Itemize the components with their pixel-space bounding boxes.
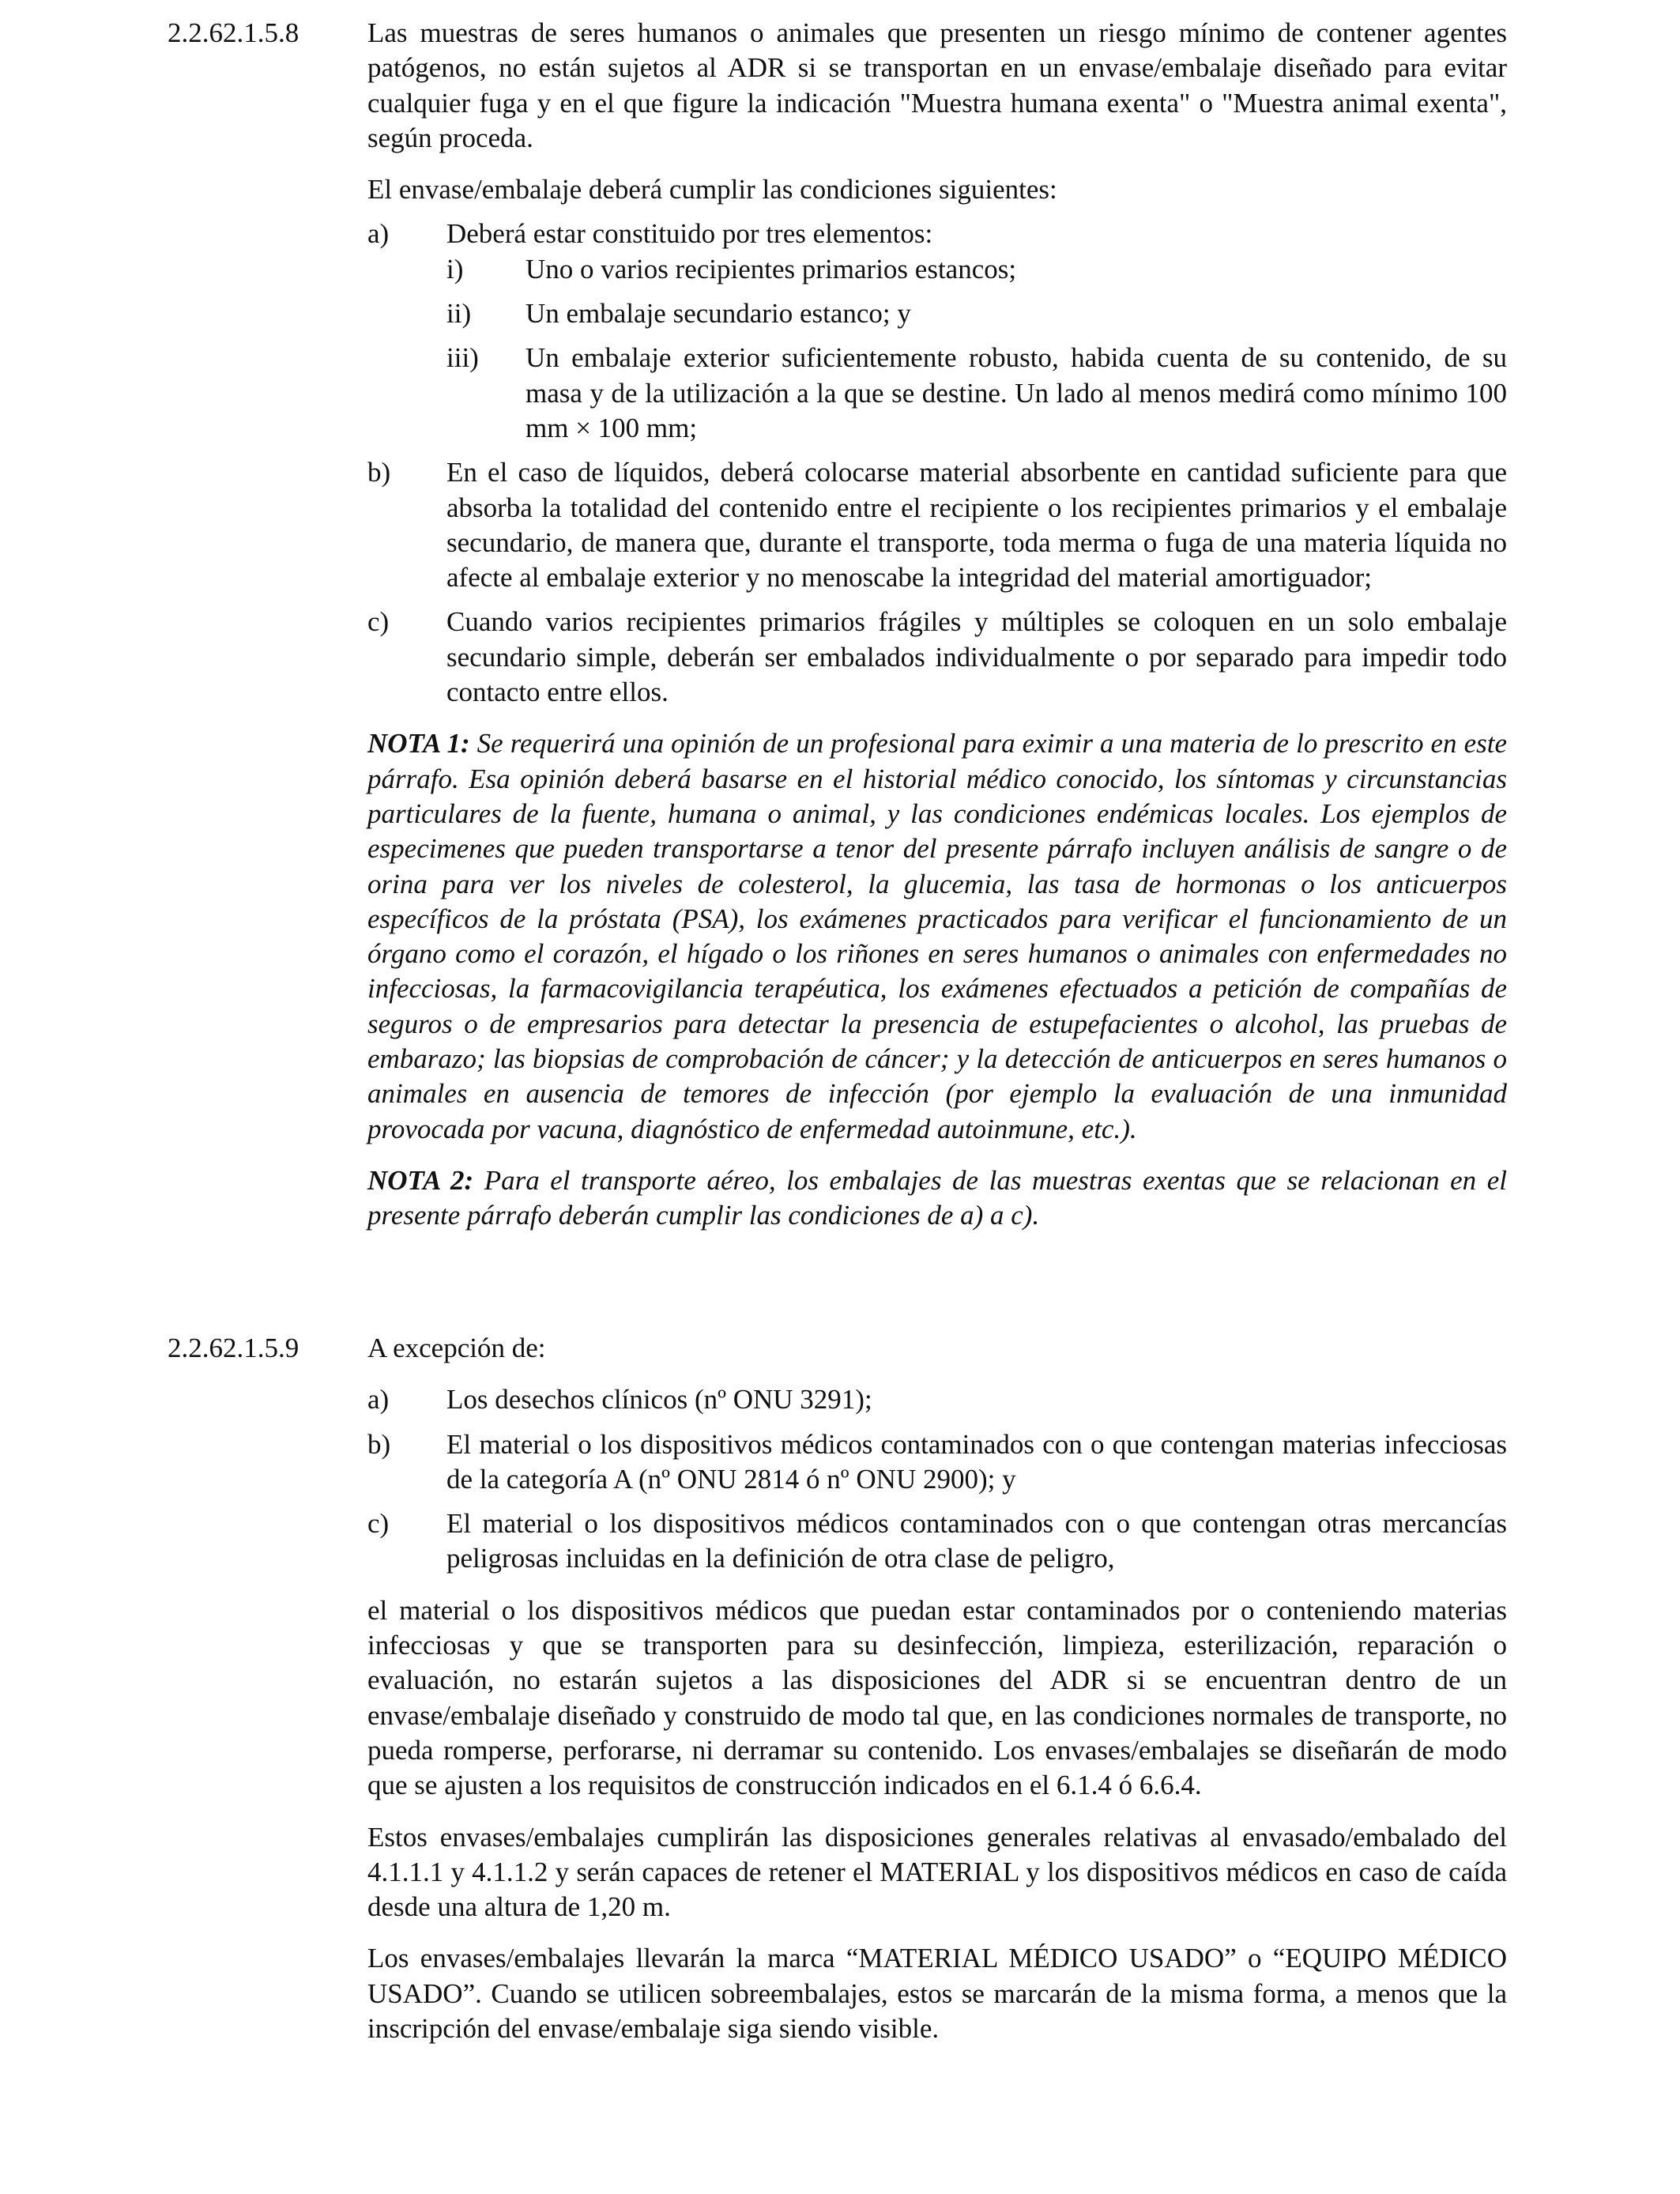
paragraph: A excepción de:	[367, 1333, 546, 1363]
note-1-text: Se requerirá una opinión de un profesional para eximir a una materia de lo prescrito en este párrafo. Esa opinión deberá basarse en el historial médico conocido, los síntomas y circunstancias particulares de la fuente, humana o animal, y las condiciones endémicas locales. Los ejemplos de especimenes que pueden transportarse a tenor del presente párrafo incluyen análisis de sangre o de orina para ver los niveles de colesterol, la glucemia, las tasa de hormonas o los anticuerpos específicos de la próstata (PSA), los exámenes practicados para verificar el funcionamiento de un órgano como el corazón, el hígado o los riñones en seres humanos o animales con enfermedades no infecciosas, la farmacovigilancia terapéutica, los exámenes efectuados a petición de compañías de seguros o de empresarios para detectar la presencia de estupefacientes o alcohol, las pruebas de embarazo; las biopsias de comprobación de cáncer; y la detección de anticuerpos en seres humanos o animales en ausencia de temores de infección (por ejemplo la evaluación de una inmunidad provocada por vacuna, diagnóstico de enfermedad autoinmune, etc.).	[367, 728, 1507, 1144]
paragraph: el material o los dispositivos médicos que puedan estar contaminados por o conteniendo materias infecciosas y que se transporten para su desinfección, limpieza, esterilización, reparación o evaluación, no estarán sujetos a las disposiciones del ADR si se encuentran dentro de un envase/embalaje diseñado y construido de modo tal que, en las condiciones normales de transporte, no pueda romperse, perforarse, ni derramar su contenido. Los envases/embalajes se diseñarán de modo que se ajusten a los requisitos de construcción indicados en el 6.1.4 ó 6.6.4.	[367, 1594, 1507, 1801]
list-item	[367, 1506, 1507, 1577]
list-item	[367, 217, 1507, 446]
list-text: Cuando varios recipientes primarios frágiles y múltiples se coloquen en un solo embalaje secundario simple, deberán ser embalados individualmente o por separado para impedir todo contacto entre ellos.	[446, 606, 1507, 708]
sub-list-text: Un embalaje secundario estanco; y	[525, 298, 911, 330]
list-label: c)	[367, 606, 390, 638]
list-item	[367, 455, 1507, 595]
list-text: Deberá estar constituido por tres elementos:	[446, 218, 933, 250]
list-text: El material o los dispositivos médicos contaminados con o que contengan materias infecciosas de la categoría A (nº ONU 2814 ó nº ONU 2900); y	[446, 1428, 1507, 1495]
section-number: 2.2.62.1.5.9	[168, 1333, 299, 1363]
note-2	[367, 1163, 1507, 1234]
paragraph: Las muestras de seres humanos o animales que presenten un riesgo mínimo de contener agentes patógenos, no están sujetos al ADR si se transportan en un envase/embalaje diseñado para evitar cualquier fuga y en el que figure la indicación "Muestra humana exenta" o "Muestra animal exenta", según proceda.	[367, 17, 1507, 153]
list-label: a)	[367, 1384, 390, 1416]
sub-list-item	[446, 252, 1507, 287]
paragraph: Estos envases/embalajes cumplirán las disposiciones generales relativas al envasado/embalado del 4.1.1.1 y 4.1.1.2 y serán capaces de retener el MATERIAL y los dispositivos médicos en caso de caída desde una altura de 1,20 m.	[367, 1821, 1507, 1923]
list-text: Los desechos clínicos (nº ONU 3291);	[446, 1384, 872, 1416]
sub-list-text: Un embalaje exterior suficientemente robusto, habida cuenta de su contenido, de su masa y de la utilización a la que se destine. Un lado al menos medirá como mínimo 100 mm × 100 mm;	[525, 342, 1507, 443]
list-label: a)	[367, 218, 390, 250]
list-text: El material o los dispositivos médicos contaminados con o que contengan otras mercancías peligrosas incluidas en la definición de otra clase de peligro,	[446, 1508, 1507, 1574]
section-number: 2.2.62.1.5.8	[168, 17, 299, 48]
list-text: En el caso de líquidos, deberá colocarse material absorbente en cantidad suficiente para que absorba la totalidad del contenido entre el recipiente o los recipientes primarios y el embalaje secundario, de manera que, durante el transporte, toda merma o fuga de una materia líquida no afecte al embalaje exterior y no menoscabe la integridad del material amortiguador;	[446, 457, 1507, 594]
sub-list-item	[446, 341, 1507, 446]
paragraph: El envase/embalaje deberá cumplir las condiciones siguientes:	[367, 174, 1057, 205]
note-2-label: NOTA 2:	[367, 1164, 474, 1196]
list-label: c)	[367, 1508, 390, 1540]
list-item	[367, 605, 1507, 710]
paragraph: Los envases/embalajes llevarán la marca “MATERIAL MÉDICO USADO” o “EQUIPO MÉDICO USADO”. Cuando se utilicen sobreembalajes, estos se marcarán de la misma forma, a menos que la inscripción del envase/embalaje siga siendo visible.	[367, 1943, 1507, 2045]
sub-list-label: iii)	[446, 342, 479, 374]
section-body	[367, 1331, 1507, 2046]
sub-list-label: i)	[446, 253, 464, 285]
sub-list-text: Uno o varios recipientes primarios estancos;	[525, 253, 1017, 285]
list-label: b)	[367, 1428, 391, 1460]
note-1-label: NOTA 1:	[367, 728, 470, 760]
note-2-text: Para el transporte aéreo, los embalajes de las muestras exentas que se relacionan en el presente párrafo deberán cumplir las condiciones de a) a c).	[367, 1164, 1507, 1231]
list-item	[367, 1427, 1507, 1498]
list-label: b)	[367, 457, 391, 488]
note-1	[367, 726, 1507, 1147]
section-body	[367, 16, 1507, 1234]
list-item	[367, 1382, 1507, 1417]
sub-list-label: ii)	[446, 298, 472, 330]
sub-list-item	[446, 296, 1507, 331]
